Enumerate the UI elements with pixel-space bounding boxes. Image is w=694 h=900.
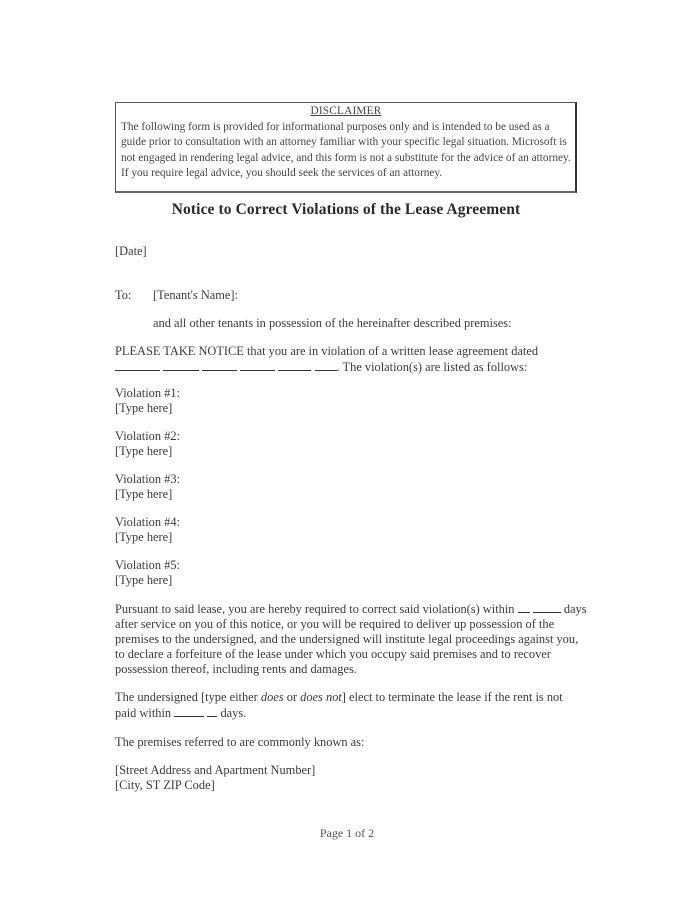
disclaimer-text: The following form is provided for informational purposes only and is intended to be used as a guide prior to consultation with an attorney familiar with your specific legal situation. Microsoft is not engaged in rendering legal advice, and this form is not a substitute for the advice of an attorney. If you require legal advice, you should seek the services of an attorney.	[121, 120, 571, 179]
option-does-not[interactable]: does not	[300, 690, 342, 704]
undersigned-end: ] elect to terminate the lease if the rent is not paid within	[115, 690, 563, 720]
pursuant-rest: days after service on you of this notice, or you will be required to deliver up possession of the premises to the undersigned, and the undersigned will institute legal proceedings against you, to declare a forfeiture of the lease under which you occupy said premises and to recover possession thereof, including rents and damages.	[115, 602, 587, 676]
violation-placeholder[interactable]: [Type here]	[115, 487, 173, 501]
to-line	[115, 288, 585, 303]
notice-paragraph	[115, 344, 585, 375]
page-number: Page 1 of 2	[319, 826, 375, 840]
date-blank[interactable]	[163, 359, 199, 371]
violation-item	[115, 558, 415, 588]
document-title: Notice to Correct Violations of the Lease Agreement	[171, 201, 521, 218]
violation-label: Violation #2:	[115, 429, 180, 443]
violation-label: Violation #5:	[115, 558, 180, 572]
notice-tail: . The violation(s) are listed as follows:	[336, 360, 528, 374]
undersigned-or: or	[283, 690, 301, 704]
street-address-placeholder[interactable]: [Street Address and Apartment Number]	[115, 763, 316, 777]
undersigned-days: days.	[220, 706, 247, 720]
violation-label: Violation #4:	[115, 515, 180, 529]
violation-item	[115, 472, 415, 502]
to-label: To:	[115, 288, 132, 302]
date-placeholder[interactable]: [Date]	[115, 244, 147, 258]
pursuant-start: Pursuant to said lease, you are hereby required to correct said violation(s) within	[115, 602, 515, 616]
undersigned-paragraph	[115, 690, 585, 721]
date-blank[interactable]	[240, 359, 275, 371]
rent-days-blank[interactable]	[207, 705, 217, 717]
violation-label: Violation #1:	[115, 386, 180, 400]
city-state-zip-placeholder[interactable]: [City, ST ZIP Code]	[115, 778, 215, 792]
premises-line: The premises referred to are commonly known as:	[115, 735, 365, 749]
tenant-name-placeholder[interactable]: [Tenant's Name]:	[153, 288, 238, 302]
notice-intro: PLEASE TAKE NOTICE that you are in violation of a written lease agreement dated	[115, 344, 539, 358]
violation-placeholder[interactable]: [Type here]	[115, 401, 173, 415]
date-blank[interactable]	[278, 359, 311, 371]
option-does[interactable]: does	[260, 690, 284, 704]
address-block	[115, 763, 585, 793]
disclaimer-title: DISCLAIMER	[310, 105, 382, 117]
pursuant-paragraph	[115, 601, 587, 677]
disclaimer-box	[115, 102, 577, 193]
date-blank[interactable]	[202, 359, 237, 371]
violation-placeholder[interactable]: [Type here]	[115, 573, 173, 587]
other-tenants-line: and all other tenants in possession of the hereinafter described premises:	[153, 316, 512, 330]
violation-item	[115, 386, 415, 416]
days-blank[interactable]	[518, 601, 530, 613]
violation-label: Violation #3:	[115, 472, 180, 486]
rent-days-blank[interactable]	[174, 705, 204, 717]
violation-placeholder[interactable]: [Type here]	[115, 444, 173, 458]
date-blank[interactable]	[115, 359, 160, 371]
undersigned-start: The undersigned [type either	[115, 690, 261, 704]
violation-item	[115, 515, 415, 545]
days-blank[interactable]	[533, 601, 561, 613]
date-blank[interactable]	[315, 359, 337, 371]
violation-item	[115, 429, 415, 459]
violation-placeholder[interactable]: [Type here]	[115, 530, 173, 544]
